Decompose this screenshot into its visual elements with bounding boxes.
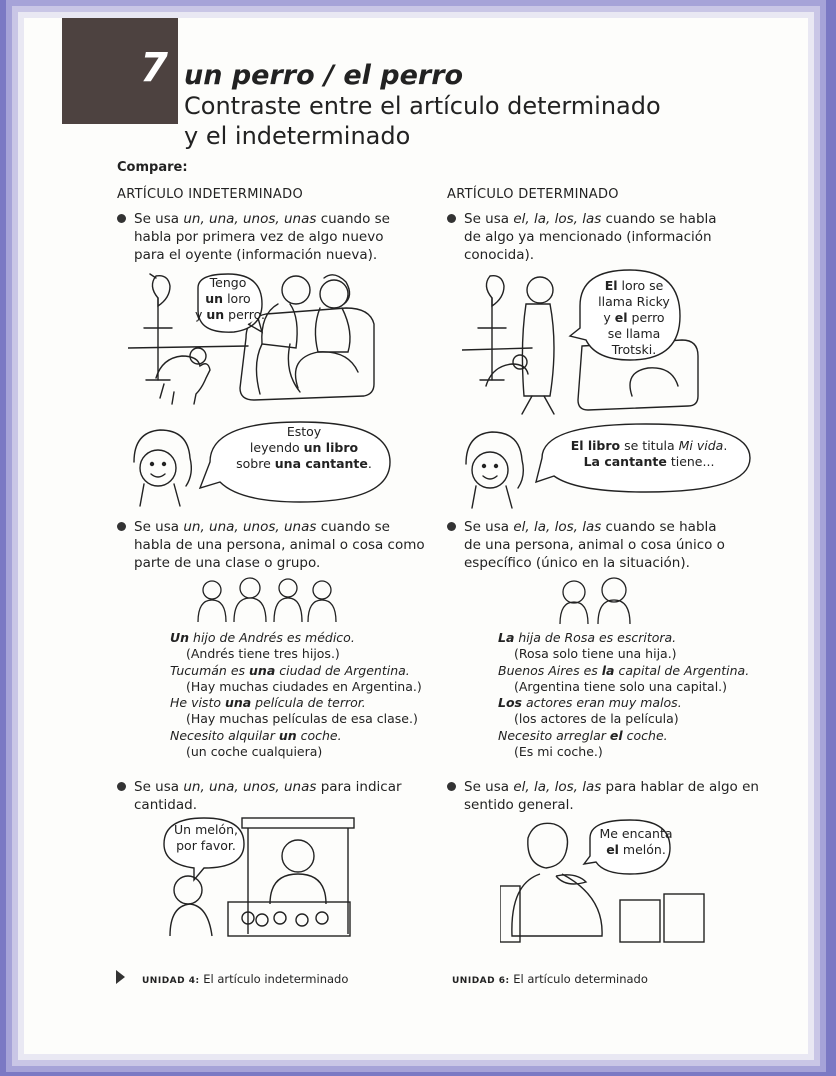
right-examples (498, 630, 749, 760)
left-examples (170, 630, 422, 760)
example-bold: Los (498, 695, 522, 711)
example-bold: Un (170, 630, 190, 645)
bubble-line: Estoy (286, 424, 322, 439)
bubble-bold: un (205, 291, 224, 306)
example-text: Tucumán es (170, 662, 250, 678)
illustration-family-group (192, 576, 342, 624)
example-text: hija de Rosa es escritora. (514, 630, 677, 645)
left-bullet-1 (134, 210, 390, 264)
bubble-un-melon (168, 822, 244, 854)
text: parte de una clase o grupo. (134, 555, 321, 571)
text: cuando se habla (601, 211, 717, 227)
bubble-estoy (236, 424, 372, 472)
bubble-line: llama Ricky (598, 294, 670, 309)
example-bold: una (224, 695, 252, 711)
bullet-dot (117, 782, 126, 791)
example-text: ciudad de Argentina. (275, 662, 410, 678)
left-column-heading: ARTÍCULO INDETERMINADO (117, 187, 303, 202)
example-bold: La (498, 630, 515, 645)
bubble-bold: una cantante (274, 456, 368, 471)
example-text: Necesito alquilar (170, 727, 279, 743)
text: para hablar de algo en (601, 779, 759, 795)
bullet-dot (447, 782, 456, 791)
example-bold: un (278, 727, 297, 743)
text: Se usa (464, 211, 514, 227)
bubble-line: loro se (617, 278, 664, 293)
text: Se usa (134, 519, 184, 535)
bubble-line: por favor. (176, 838, 236, 853)
example-note: (Argentina tiene solo una capital.) (514, 678, 728, 694)
example-note: (los actores de la película) (514, 711, 679, 727)
example-text: película de terror. (251, 695, 366, 711)
footer-left-crossref[interactable] (142, 972, 348, 986)
bubble-line: y (603, 310, 615, 325)
bubble-line: Trotski. (611, 342, 657, 357)
text: cuando se (316, 211, 390, 227)
example-note: (Rosa solo tiene una hija.) (514, 646, 677, 662)
text: conocida). (464, 247, 535, 263)
text: sentido general. (464, 797, 574, 813)
text: habla por primera vez de algo nuevo (134, 229, 384, 245)
articles: un, una, unos, unas (183, 211, 317, 227)
text: de una persona, animal o cosa único o (464, 537, 725, 553)
text: Se usa (134, 211, 184, 227)
articles: un, una, unos, unas (183, 779, 317, 795)
chapter-number: 7 (140, 45, 168, 91)
bubble-line: tiene... (666, 454, 715, 469)
bubble-bold: el (614, 310, 628, 325)
example-text: Necesito arreglar (498, 727, 610, 743)
example-bold: el (609, 727, 623, 743)
articles: un, una, unos, unas (183, 519, 317, 535)
example-text: capital de Argentina. (614, 662, 750, 678)
text: habla de una persona, animal o cosa como (134, 537, 425, 553)
bullet-dot (117, 214, 126, 223)
page-title: un perro / el perro (184, 60, 464, 91)
bubble-bold: un libro (303, 440, 359, 455)
articles: el, la, los, las (513, 779, 602, 795)
bubble-line: Tengo (209, 275, 247, 290)
example-bold: la (601, 662, 615, 678)
right-bullet-1 (464, 210, 717, 264)
bubble-line: perro. (224, 307, 265, 322)
bubble-el-libro (554, 438, 744, 470)
compare-label: Compare: (117, 160, 188, 175)
bubble-line: leyendo (249, 440, 304, 455)
example-text: Buenos Aires es (498, 662, 602, 678)
text: específico (único en la situación). (464, 555, 690, 571)
unit-label: UNIDAD 4: (142, 976, 200, 986)
footer-arrow-icon (116, 970, 125, 984)
left-bullet-3 (134, 778, 402, 814)
example-text: coche. (622, 727, 668, 743)
text: para indicar (316, 779, 402, 795)
right-column-heading: ARTÍCULO DETERMINADO (447, 187, 619, 202)
bubble-line: . (367, 456, 372, 471)
bubble-tengo (195, 275, 265, 323)
subtitle-line-2: y el indeterminado (184, 122, 411, 150)
bubble-me-encanta (598, 826, 674, 858)
example-text: actores eran muy malos. (522, 695, 682, 711)
example-text: coche. (296, 727, 342, 743)
bubble-line: y (195, 307, 207, 322)
bubble-line: se titula (620, 438, 679, 453)
example-text: hijo de Andrés es médico. (189, 630, 355, 645)
example-note: (Es mi coche.) (514, 744, 603, 760)
example-text: He visto (170, 695, 225, 711)
illustration-mother-daughter (554, 574, 638, 626)
unit-label: UNIDAD 6: (452, 976, 510, 986)
bullet-dot (447, 522, 456, 531)
articles: el, la, los, las (513, 519, 602, 535)
text: para el oyente (información nueva). (134, 247, 378, 263)
example-note: (Hay muchas películas de esa clase.) (186, 711, 418, 727)
bubble-el-loro (584, 278, 684, 358)
bubble-line: loro (223, 291, 251, 306)
text: cantidad. (134, 797, 197, 813)
unit-title: El artículo determinado (509, 972, 648, 986)
text: Se usa (464, 519, 514, 535)
bubble-line: perro (627, 310, 665, 325)
bubble-bold: El libro (570, 438, 621, 453)
bubble-line: Un melón, (174, 822, 238, 837)
subtitle-line-1: Contraste entre el artículo determinado (184, 92, 661, 120)
bubble-bold: el (606, 842, 619, 857)
bubble-line: Me encanta (599, 826, 673, 841)
bubble-line: . (723, 438, 728, 453)
right-bullet-3 (464, 778, 759, 814)
text: cuando se (316, 519, 390, 535)
footer-right-crossref[interactable] (452, 972, 648, 986)
bubble-bold: El (604, 278, 618, 293)
example-bold: una (249, 662, 276, 678)
text: de algo ya mencionado (información (464, 229, 712, 245)
text: cuando se habla (601, 519, 717, 535)
text: Se usa (464, 779, 514, 795)
articles: el, la, los, las (513, 211, 602, 227)
right-bullet-2 (464, 518, 725, 572)
bubble-line: melón. (618, 842, 666, 857)
bullet-dot (447, 214, 456, 223)
example-note: (Andrés tiene tres hijos.) (186, 646, 340, 662)
example-note: (un coche cualquiera) (186, 744, 323, 760)
bubble-line: se llama (607, 326, 661, 341)
bubble-bold: un (206, 307, 225, 322)
bubble-bold: La cantante (583, 454, 667, 469)
bubble-italic: Mi vida (678, 438, 724, 453)
example-note: (Hay muchas ciudades en Argentina.) (186, 678, 422, 694)
text: Se usa (134, 779, 184, 795)
bubble-line: sobre (236, 456, 275, 471)
unit-title: El artículo indeterminado (199, 972, 349, 986)
left-bullet-2 (134, 518, 425, 572)
bullet-dot (117, 522, 126, 531)
